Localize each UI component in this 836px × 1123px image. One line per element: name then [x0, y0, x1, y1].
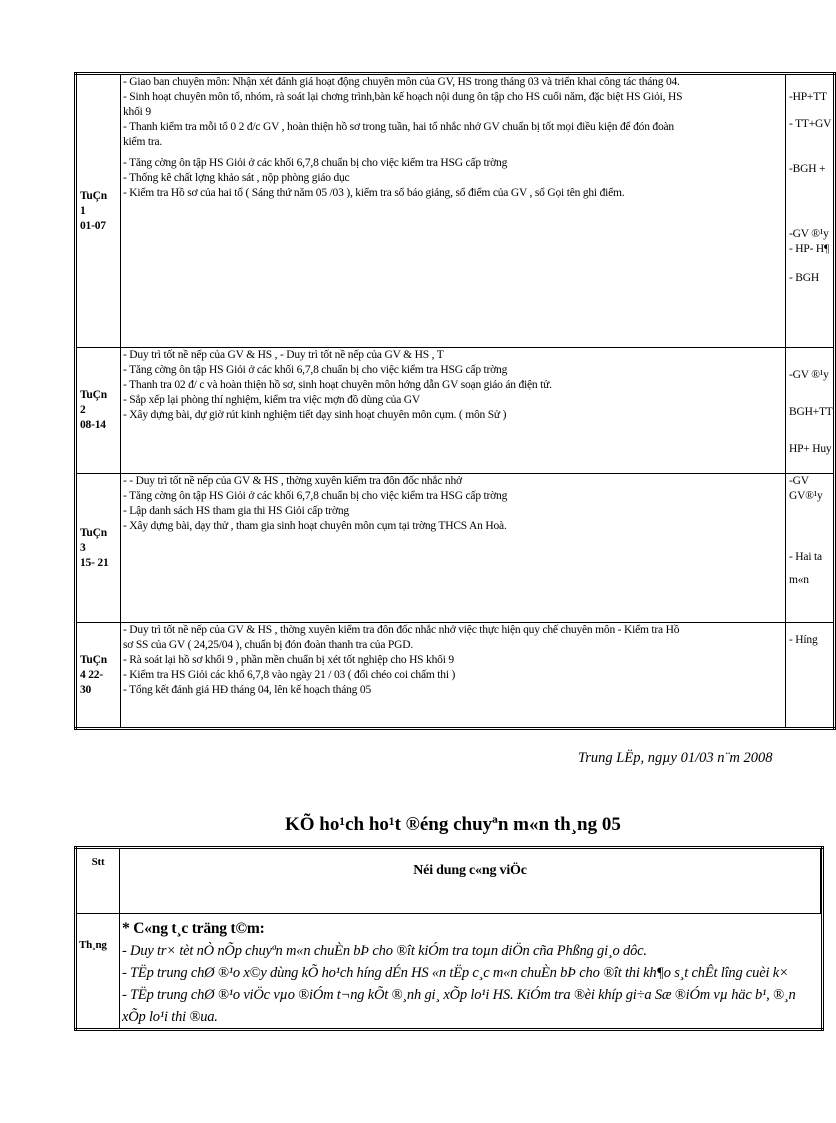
week-responsible: - Híng — [786, 623, 835, 729]
header-content: Néi dung c«ng viÖc — [120, 848, 821, 914]
week-content: - Duy trì tốt nề nếp của GV & HS , thờng xuyên kiểm tra đôn đốc nhắc nhở việc thực hiện quy chế chuyên môn - Kiểm tra Hồ sơ SS của GV ( 24,25/04 ), chuẩn bị đón đoàn thanh tra của PGD. - Rà soát lại hồ sơ khối 9 , phần mền chuẩn bị xét tốt nghiệp cho HS khối 9 - Kiểm tra HS Giỏi các khố 6,7,8 vào ngày 21 / 03 ( đổi chéo coi chấm thi ) - Tổng kết đánh giá HĐ tháng 04, lên kế hoạch tháng 05 — [121, 623, 786, 729]
week-label: TuÇn 4 22- 30 — [76, 623, 121, 729]
week-responsible: -GV GV®¹y - Hai ta m«n — [786, 474, 835, 623]
week-row — [76, 474, 835, 623]
plan-content: * C«ng t¸c träng t©m: - Duy tr× tèt nÒ nÕp chuyªn m«n chuÈn bÞ cho ®ît kiÓm tra toµn diÖn cña Phßng gi¸o dôc. - TËp trung chØ ®¹o x©y dùng kÕ ho¹ch híng dÉn HS «n tËp c¸c m«n chuÈn bÞ cho ®ît thi kh¶o s¸t chÊt lîng cuèi k× - TËp trung chØ ®¹o viÖc vµo ®iÓm t¬ng kÕt ®¸nh gi¸ xÕp lo¹i HS. KiÓm tra ®èi khíp gi÷a Sæ ®iÓm vµ häc b¹, ®¸n xÕp lo¹i thi ®ua. — [120, 914, 823, 1030]
table-row — [76, 914, 823, 1030]
month-label: Th¸ng — [76, 914, 120, 1030]
week-content: - Giao ban chuyên môn: Nhận xét đánh giá hoạt động chuyên môn của GV, HS trong tháng 03 và triển khai công tác tháng 04. - Sinh hoạt chuyên môn tổ, nhóm, rà soát lại chơng trình,bàn kế hoạch nội dung ôn tập cho HS cuối năm, đặc biệt HS Giỏi, HS khối 9 - Thanh kiểm tra mỗi tổ 0 2 đ/c GV , hoàn thiện hồ sơ trong tuần, hai tổ nhắc nhở GV chuẩn bị tốt mọi điều kiện để đón đoàn kiểm tra. - Tăng cờng ôn tập HS Giỏi ở các khối 6,7,8 chuẩn bị cho việc kiểm tra HSG cấp trờng - Thống kê chất lợng khảo sát , nộp phòng giáo dục - Kiểm tra Hồ sơ của hai tổ ( Sáng thứ năm 05 /03 ), kiểm tra sổ báo giảng, sổ điểm của GV , sổ Gọi tên ghi điểm. — [121, 74, 786, 348]
section-heading: * C«ng t¸c träng t©m: — [122, 920, 265, 937]
week-label: TuÇn 1 01-07 — [76, 74, 121, 348]
week-row — [76, 74, 835, 348]
week-row — [76, 623, 835, 729]
week-label: TuÇn 2 08-14 — [76, 348, 121, 474]
week-label: TuÇn 3 15- 21 — [76, 474, 121, 623]
may-plan-table — [74, 846, 824, 1031]
week-responsible: -GV ®¹y BGH+TT HP+ Huy — [786, 348, 835, 474]
week-row — [76, 348, 835, 474]
week-content: - Duy trì tốt nề nếp của GV & HS , - Duy trì tốt nề nếp của GV & HS , T - Tăng cờng ôn tập HS Giỏi ở các khối 6,7,8 chuẩn bị cho việc kiểm tra HSG cấp trờng - Thanh tra 02 đ/ c và hoàn thiện hồ sơ, sinh hoạt chuyên môn hớng dẫn GV soạn giáo án điện tử. - Sắp xếp lại phòng thí nghiệm, kiểm tra việc mợn đồ dùng của GV - Xây dựng bài, dự giờ rút kinh nghiệm tiết dạy sinh hoạt chuyên môn cụm. ( môn Sử ) — [121, 348, 786, 474]
week-content: - - Duy trì tốt nề nếp của GV & HS , thờng xuyên kiểm tra đôn đốc nhắc nhở - Tăng cờng ôn tập HS Giỏi ở các khối 6,7,8 chuẩn bị cho việc kiểm tra HSG cấp trờng - Lập danh sách HS tham gia thi HS Giỏi cấp trờng - Xây dựng bài, dạy thử , tham gia sinh hoạt chuyên môn cụm tại trờng THCS An Hoà. — [121, 474, 786, 623]
week-responsible: -HP+TT - TT+GV -BGH + -GV ®¹y - HP- H¶ - BGH — [786, 74, 835, 348]
header-responsible — [821, 848, 823, 914]
signature-date: Trung LËp, ngµy 01/03 n¨m 2008 — [578, 750, 773, 766]
monthly-plan-table — [74, 72, 836, 730]
table-header-row — [76, 848, 823, 914]
header-stt: Stt — [76, 848, 120, 914]
page-title: KÕ ho¹ch ho¹t ®éng chuyªn m«n th¸ng 05 — [285, 814, 621, 835]
